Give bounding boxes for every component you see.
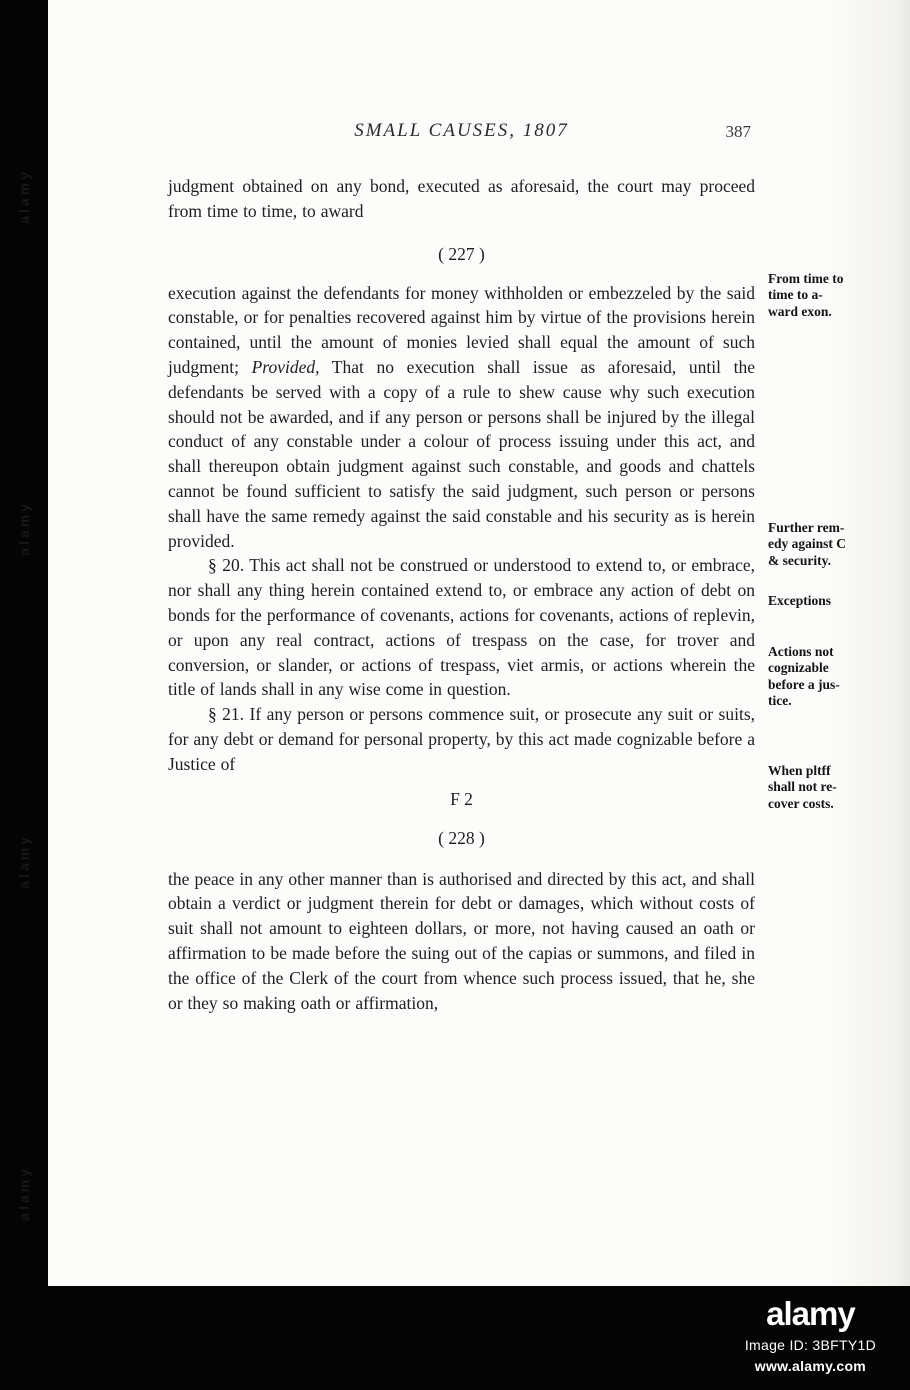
execution-paragraph-text: execution against the defendants for money withholden or embezzeled by the said constable, or for penalties recovered against him by virtue of the provisions herein contained, until the amount of monies levied shall equal the amount of such judgment; [168, 282, 755, 377]
margin-note-exceptions [768, 593, 888, 609]
margin-note-line: tice. [768, 692, 792, 708]
margin-note-actions-not-cognizable [768, 644, 888, 709]
margin-note-line: cognizable [768, 660, 829, 676]
execution-paragraph [168, 281, 755, 554]
closing-paragraph: the peace in any other manner than is authorised and directed by this act, and shall obtain a verdict or judgment therein for debt or damages, which without costs of suit shall not amount to eighteen dollars, or more, not having caused an oath or affirmation to be made before the suing out of the capias or summons, and filed in the office of the Clerk of the court from whence such process issued, that he, she or they so making oath or affirmation, [168, 868, 755, 1013]
execution-paragraph-continuation: That no execution shall issue as aforesaid, until the defendants be served with a copy of a rule to shew cause why such execution should not be awarded, and if any person or persons shall be injured by the illegal conduct of any constable under a colour of process issuing under this act, and shall thereupon obtain judgment against such constable, and goods and chattels cannot be found sufficient to satisfy the said judgment, such person or persons shall have the same remedy against the said constable and his security as is herein provided. [168, 356, 755, 551]
margin-note-line: & security. [768, 552, 831, 568]
margin-note-line: ward exon. [768, 303, 832, 319]
provided-italic: Provided, [251, 356, 320, 377]
margin-note-line: shall not re- [768, 779, 837, 795]
section-20-paragraph: § 20. This act shall not be construed or understood to extend to, or embrace, nor shall any thing herein contained extend to, or embrace any action of debt on bonds for the performance of covenants, actions for covenants, actions of replevin, or upon any real contract, actions of trespass on the case, for trover and conversion, or slander, or actions of trespass, viet armis, or actions wherein the title of lands shall in any wise come in question. [168, 555, 755, 700]
watermark-left-bar [0, 0, 48, 1390]
margin-note-line: cover costs. [768, 795, 834, 811]
margin-note-line: Actions not [768, 644, 834, 659]
alamy-logo: alamy [766, 1295, 855, 1332]
section-21-paragraph: § 21. If any person or persons commence suit, or prosecute any suit or suits, for any debt or demand for personal property, by this act made cognizable before a Justice of [168, 704, 755, 774]
alamy-vertical-watermark: alamy [16, 168, 32, 224]
margin-note-line: When pltff [768, 763, 831, 778]
document-page [48, 0, 910, 1286]
signature-mark: F 2 [450, 788, 473, 809]
watermark-bottom-bar [0, 1286, 910, 1390]
margin-note-line: edy against C [768, 536, 847, 552]
page-number: 387 [725, 122, 751, 141]
margin-note-line: From time to [768, 271, 844, 286]
margin-note-further-remedy [768, 520, 888, 569]
margin-note-line: before a jus- [768, 676, 840, 692]
margin-note-from-time [768, 271, 888, 320]
intro-paragraph: judgment obtained on any bond, executed as aforesaid, the court may proceed from time to time, to award [168, 176, 755, 221]
alamy-vertical-watermark: alamy [16, 833, 32, 889]
folio-mark-228: ( 228 ) [438, 827, 485, 848]
folio-mark-227: ( 227 ) [438, 243, 485, 264]
margin-note-line: Further rem- [768, 520, 845, 535]
page-header [168, 120, 755, 148]
running-title: SMALL CAUSES, 1807 [354, 120, 569, 141]
margin-note-when-pltff [768, 763, 888, 812]
alamy-url: www.alamy.com [754, 1358, 867, 1374]
alamy-vertical-watermark: alamy [16, 501, 32, 557]
alamy-credit-block [745, 1297, 876, 1374]
margin-note-line: Exceptions [768, 593, 832, 608]
alamy-vertical-watermark: alamy [16, 1166, 32, 1222]
margin-note-line: time to a- [768, 287, 823, 303]
image-id-label: Image ID: 3BFTY1D [744, 1337, 876, 1353]
